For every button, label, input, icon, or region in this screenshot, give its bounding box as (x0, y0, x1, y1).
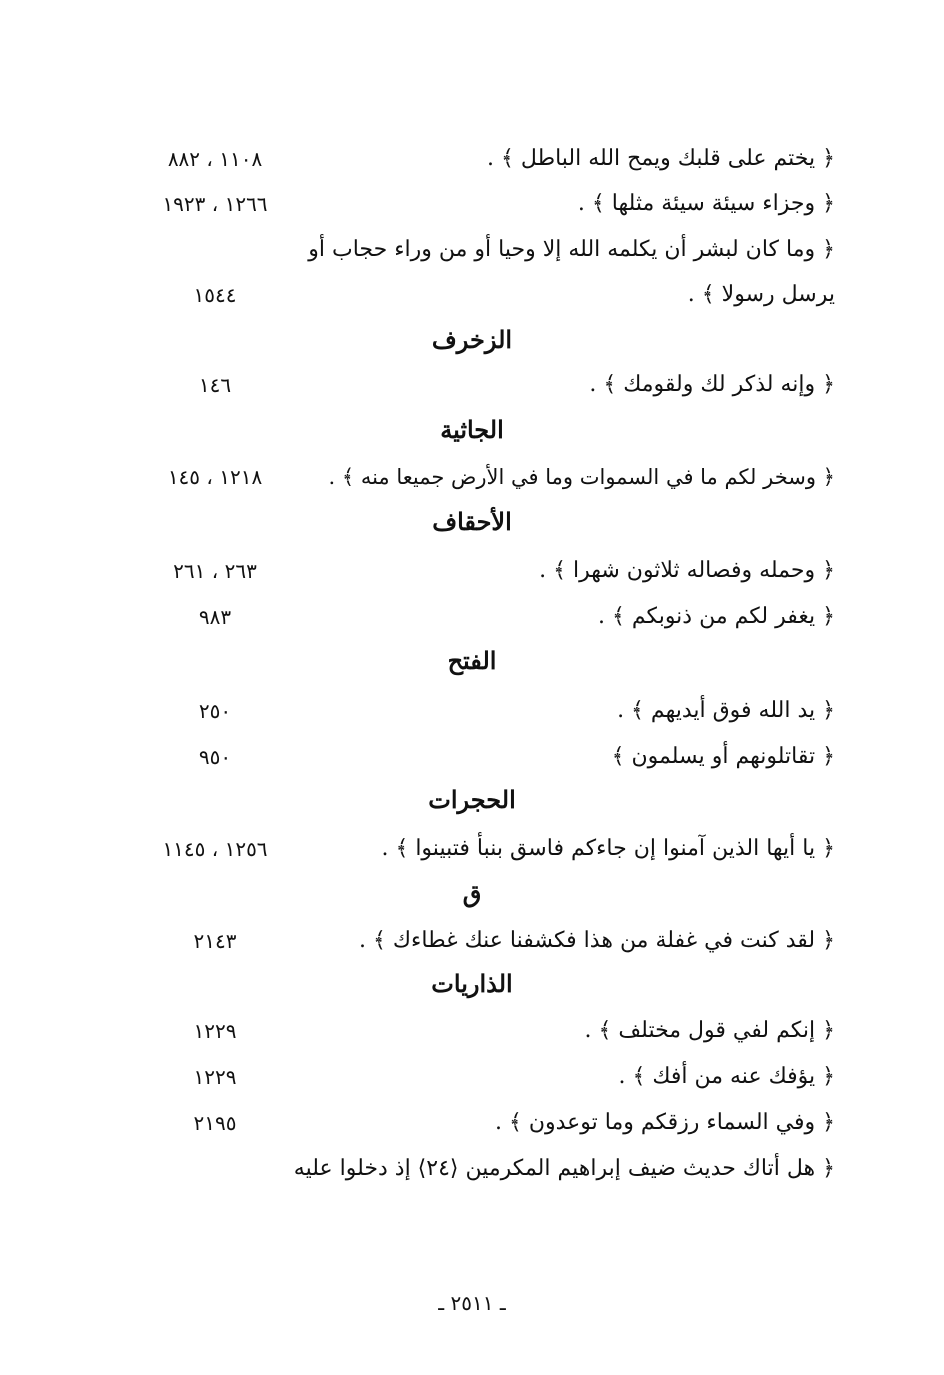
index-row (140, 1058, 835, 1100)
surah-heading: الجاثية (440, 415, 504, 444)
reference-numbers: ١٢٥٦ ، ١١٤٥ (162, 837, 268, 861)
verse-text: ﴿ وما كان لبشر أن يكلمه الله إلا وحيا أو من وراء حجاب أو (308, 237, 835, 262)
verse-text: ﴿ وفي السماء رزقكم وما توعدون ﴾ . (494, 1110, 835, 1135)
reference-numbers: ١٢٢٩ (193, 1065, 237, 1089)
index-row (140, 598, 835, 640)
verse-text: ﴿ وحمله وفصاله ثلاثون شهرا ﴾ . (539, 558, 835, 583)
verse-text: ﴿ وسخر لكم ما في السموات وما في الأرض جميعا منه ﴾ . (328, 465, 835, 489)
reference-numbers: ١١٠٨ ، ٨٨٢ (167, 147, 263, 171)
verse-text: ﴿ يد الله فوق أيديهم ﴾ . (617, 698, 835, 723)
verse-text: ﴿ لقد كنت في غفلة من هذا فكشفنا عنك غطاءك ﴾ . (359, 928, 835, 953)
index-row (140, 738, 835, 780)
reference-numbers: ١٢١٨ ، ١٤٥ (167, 465, 263, 489)
verse-text: ﴿ يختم على قلبك ويمح الله الباطل ﴾ . (487, 146, 835, 171)
index-row (140, 552, 835, 594)
reference-numbers: ٢١٤٣ (193, 929, 237, 953)
index-row (140, 1104, 835, 1146)
verse-text: يرسل رسولا ﴾ . (687, 282, 835, 307)
index-row (140, 1150, 835, 1192)
reference-numbers: ٩٨٣ (198, 605, 232, 629)
surah-heading: الحجرات (428, 785, 516, 814)
verse-text: ﴿ يؤفك عنه من أفك ﴾ . (618, 1064, 835, 1089)
reference-numbers: ٢٥٠ (198, 699, 232, 723)
verse-text: ﴿ إنكم لفي قول مختلف ﴾ . (584, 1018, 835, 1043)
reference-numbers: ١٥٤٤ (193, 283, 237, 307)
verse-text: ﴿ هل أتاك حديث ضيف إبراهيم المكرمين ⟨٢٤⟩ إذ دخلوا عليه (293, 1156, 835, 1181)
surah-heading: الذاريات (431, 969, 513, 998)
index-row (140, 830, 835, 872)
verse-text: ﴿ يا أيها الذين آمنوا إن جاءكم فاسق بنبأ فتبينوا ﴾ . (381, 836, 835, 861)
reference-numbers: ٢٦٣ ، ٢٦١ (173, 559, 257, 583)
verse-text: ﴿ يغفر لكم من ذنوبكم ﴾ . (598, 604, 835, 629)
reference-numbers: ٩٥٠ (198, 745, 232, 769)
index-row (140, 366, 835, 408)
verse-text: ﴿ وإنه لذكر لك ولقومك ﴾ . (589, 372, 835, 397)
index-row (140, 140, 835, 182)
index-row (140, 185, 835, 227)
page-number: ـ ٢٥١١ ـ (438, 1291, 506, 1315)
surah-heading: الزخرف (431, 325, 513, 354)
surah-heading: الأحقاف (432, 507, 512, 536)
reference-numbers: ١٢٦٦ ، ١٩٢٣ (162, 192, 268, 216)
reference-numbers: ٢١٩٥ (193, 1111, 237, 1135)
surah-heading: ق (462, 879, 482, 908)
index-row (140, 1012, 835, 1054)
index-row (140, 231, 835, 273)
verse-text: ﴿ وجزاء سيئة سيئة مثلها ﴾ . (577, 191, 835, 216)
surah-heading: الفتح (447, 646, 497, 675)
index-row (140, 276, 835, 318)
index-row (140, 692, 835, 734)
verse-text: ﴿ تقاتلونهم أو يسلمون ﴾ (611, 744, 835, 769)
index-row (140, 922, 835, 964)
index-row (140, 458, 835, 500)
reference-numbers: ١٤٦ (198, 373, 232, 397)
reference-numbers: ١٢٢٩ (193, 1019, 237, 1043)
